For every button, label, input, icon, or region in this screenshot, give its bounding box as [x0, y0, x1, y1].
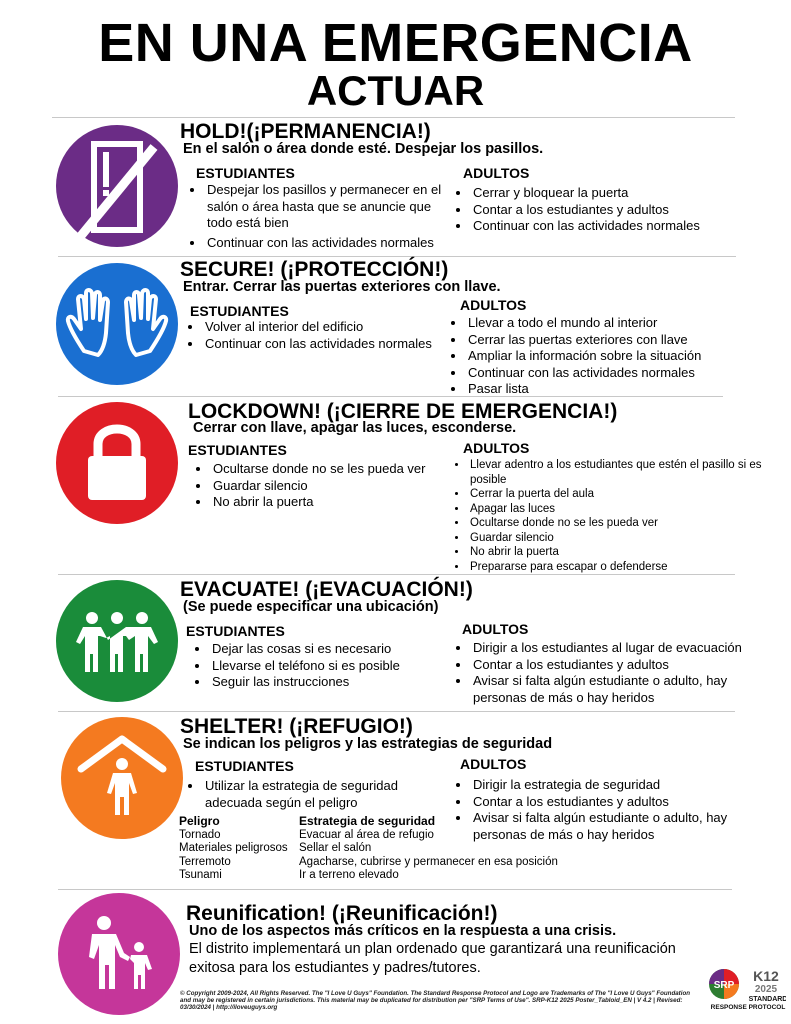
shelter-subtitle: Se indican los peligros y las estrategias de seguridad — [183, 736, 553, 752]
strategy-heading: Estrategia de seguridad — [299, 814, 436, 828]
list-item: Materiales peligrosos — [179, 842, 288, 854]
evacuate-title: EVACUATE! (¡EVACUACIÓN!) — [180, 578, 473, 601]
hold-students-list — [188, 182, 455, 251]
list-item: Terremoto — [179, 855, 231, 868]
list-item: • Contar a los estudiantes y adultos — [471, 202, 771, 219]
shelter-adults-heading: ADULTOS — [460, 756, 527, 772]
page-title: EN UNA EMERGENCIA — [98, 13, 693, 73]
list-item: Ir a terreno elevado — [299, 869, 399, 881]
secure-adults-heading: ADULTOS — [460, 297, 527, 313]
list-item: • Guardar silencio — [211, 478, 471, 495]
lockdown-title: LOCKDOWN! (¡CIERRE DE EMERGENCIA!) — [188, 400, 618, 423]
secure-circle — [56, 263, 178, 385]
list-item: • Apagar las luces — [468, 502, 773, 517]
list-item: • Dejar las cosas si es necesario — [210, 641, 460, 658]
evacuate-circle — [56, 580, 178, 702]
reunify-body: El distrito implementará un plan ordenado que garantizará una reunificación exitosa para los estudiantes y padres/tutores. — [189, 941, 676, 976]
list-item: • No abrir la puerta — [468, 545, 773, 560]
reunify-circle — [58, 893, 180, 1015]
hold-subtitle: En el salón o área donde esté. Despejar los pasillos. — [183, 141, 544, 157]
divider — [58, 396, 723, 397]
divider — [58, 889, 732, 890]
list-item: • Ampliar la información sobre la situación — [466, 348, 766, 365]
reunify-title: Reunification! (¡Reunificación!) — [186, 902, 498, 925]
hold-circle — [56, 125, 178, 247]
parent-child-icon — [58, 893, 180, 1015]
divider — [58, 256, 736, 257]
list-item: • Utilizar la estrategia de seguridad adecuada según el peligro — [203, 778, 443, 811]
people-icon — [56, 580, 178, 702]
list-item: • Guardar silencio — [468, 531, 773, 546]
logo-mark: SRP — [713, 980, 735, 991]
shelter-icon — [61, 717, 183, 839]
strategy-list — [299, 815, 558, 883]
hold-students-heading: ESTUDIANTES — [196, 165, 295, 181]
list-item: • Pasar lista — [466, 381, 766, 398]
list-item: • Continuar con las actividades normales — [471, 218, 771, 235]
logo-line1: STANDARD — [748, 996, 786, 1003]
list-item: • Contar a los estudiantes y adultos — [471, 657, 781, 674]
evacuate-students-heading: ESTUDIANTES — [186, 623, 285, 639]
list-item: • Dirigir a los estudiantes al lugar de evacuación — [471, 640, 781, 657]
list-item: Tsunami — [179, 869, 222, 881]
evacuate-students-list — [193, 641, 460, 691]
secure-adults-list — [449, 315, 766, 398]
list-item: • Despejar los pasillos y permanecer en el salón o área hasta que se anuncie que todo está bien — [205, 182, 455, 232]
reunify-subtitle: Uno de los aspectos más críticos en la respuesta a una crisis. — [189, 923, 617, 939]
padlock-icon — [56, 402, 178, 524]
lockdown-subtitle: Cerrar con llave, apagar las luces, esconderse. — [193, 420, 517, 436]
lockdown-students-heading: ESTUDIANTES — [188, 442, 287, 458]
srp-logo — [706, 966, 786, 1012]
evacuate-subtitle: (Se puede especificar una ubicación) — [183, 599, 439, 615]
evacuate-adults-heading: ADULTOS — [462, 621, 529, 637]
list-item: Sellar el salón — [299, 842, 372, 854]
logo-k12: K12 — [753, 968, 779, 984]
list-item: • Llevar a todo el mundo al interior — [466, 315, 766, 332]
list-item: • Contar a los estudiantes y adultos — [471, 794, 781, 811]
list-item: • Continuar con las actividades normales — [205, 235, 455, 252]
secure-students-list — [186, 319, 473, 352]
hold-title: HOLD!(¡PERMANENCIA!) — [180, 120, 431, 143]
list-item: • Continuar con las actividades normales — [466, 365, 766, 382]
page-subtitle: ACTUAR — [306, 67, 485, 114]
list-item: • Avisar si falta algún estudiante o adulto, hay personas de más o hay heridos — [471, 810, 781, 843]
hazard-list — [179, 815, 288, 883]
list-item: • Llevarse el teléfono si es posible — [210, 658, 460, 675]
hold-adults-heading: ADULTOS — [463, 165, 530, 181]
list-item: • Llevar adentro a los estudiantes que estén el pasillo si es posible — [468, 458, 773, 487]
list-item: • Volver al interior del edificio — [203, 319, 473, 336]
list-item: • Dirigir la estrategia de seguridad — [471, 777, 781, 794]
shelter-circle — [61, 717, 183, 839]
copyright-notice: © Copyright 2009-2024, All Rights Reserved. The "I Love U Guys" Foundation. The Standard Response Protocol and Logo are Trademarks of The "I Love U Guys" Foundation and may be registered in certain jurisdictions. This material may be duplicated for distribution per "SRP Terms of Use". SRP-K12 2025 Poster_Tabloid_EN | V 4.2 | Revised: 03/30/2024 | http://iloveuguys.org — [180, 990, 691, 1011]
list-item: • Continuar con las actividades normales — [203, 336, 473, 353]
list-item: • Seguir las instrucciones — [210, 674, 460, 691]
list-item: Tornado — [179, 828, 221, 841]
shelter-students-list — [186, 778, 443, 811]
lockdown-adults-heading: ADULTOS — [463, 440, 530, 456]
hazard-heading: Peligro — [179, 814, 220, 828]
list-item: • Ocultarse donde no se les pueda ver — [211, 461, 471, 478]
list-item: • Avisar si falta algún estudiante o adulto, hay personas de más o hay heridos — [471, 673, 781, 706]
lockdown-students-list — [194, 461, 471, 511]
evacuate-adults-list — [454, 640, 781, 706]
divider — [58, 574, 735, 575]
secure-students-heading: ESTUDIANTES — [190, 303, 289, 319]
list-item: • No abrir la puerta — [211, 494, 471, 511]
divider — [58, 711, 735, 712]
logo-year: 2025 — [754, 984, 778, 995]
list-item: Agacharse, cubrirse y permanecer en esa posición — [299, 855, 558, 868]
hands-icon — [56, 263, 178, 385]
list-item: Evacuar al área de refugio — [299, 828, 434, 841]
shelter-students-heading: ESTUDIANTES — [195, 758, 294, 774]
hold-adults-list — [454, 185, 771, 235]
shelter-title: SHELTER! (¡REFUGIO!) — [180, 715, 413, 738]
door-icon — [56, 125, 178, 247]
list-item: • Ocultarse donde no se les pueda ver — [468, 516, 773, 531]
divider — [52, 117, 735, 118]
list-item: • Cerrar y bloquear la puerta — [471, 185, 771, 202]
logo-line2: RESPONSE PROTOCOL — [710, 1004, 786, 1011]
list-item: • Prepararse para escapar o defenderse — [468, 560, 773, 575]
lockdown-circle — [56, 402, 178, 524]
list-item: • Cerrar las puertas exteriores con llave — [466, 332, 766, 349]
lockdown-adults-list — [451, 458, 773, 574]
secure-title: SECURE! (¡PROTECCIÓN!) — [180, 258, 449, 281]
secure-subtitle: Entrar. Cerrar las puertas exteriores con llave. — [183, 279, 501, 295]
list-item: • Cerrar la puerta del aula — [468, 487, 773, 502]
